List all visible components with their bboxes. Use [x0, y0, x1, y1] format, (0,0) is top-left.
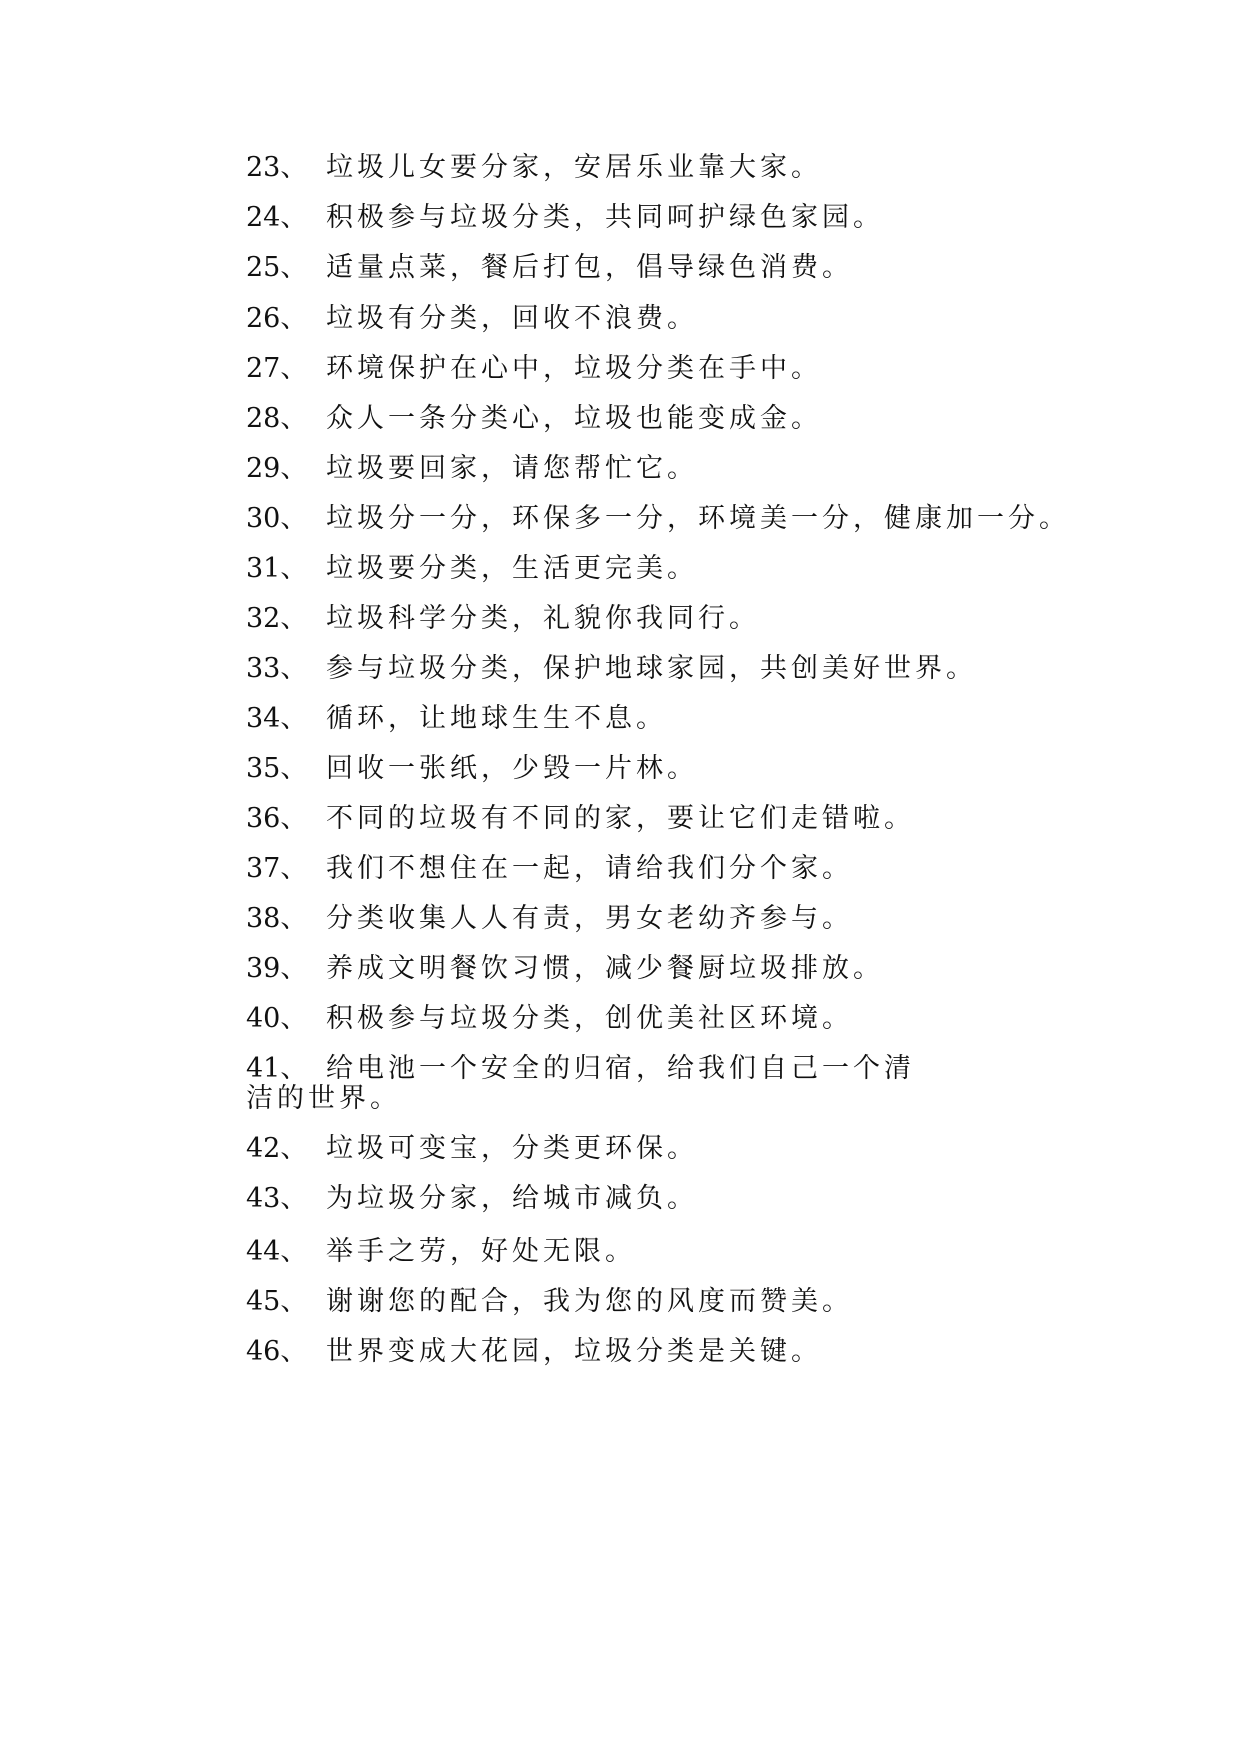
list-item [246, 504, 1086, 534]
item-text: 分类收集人人有责，男女老幼齐参与。 [326, 903, 853, 934]
item-number: 31、 [246, 553, 308, 584]
list-item [246, 203, 1086, 233]
list-item [246, 804, 1086, 834]
item-text: 世界变成大花园，垃圾分类是关键。 [326, 1336, 822, 1367]
item-number: 43、 [246, 1183, 308, 1214]
list-item [246, 754, 1086, 784]
item-number: 34、 [246, 703, 308, 734]
list-item [246, 304, 1086, 334]
item-text: 众人一条分类心，垃圾也能变成金。 [326, 403, 822, 434]
item-text: 循环，让地球生生不息。 [326, 703, 667, 734]
list-item [246, 1237, 1086, 1267]
item-text: 适量点菜，餐后打包，倡导绿色消费。 [326, 252, 853, 283]
list-item [246, 1287, 1086, 1317]
item-number: 35、 [246, 753, 308, 784]
list-item [246, 454, 1086, 484]
item-number: 26、 [246, 303, 308, 334]
list-item [246, 1004, 1086, 1034]
item-text: 垃圾可变宝，分类更环保。 [326, 1133, 698, 1164]
item-text: 谢谢您的配合，我为您的风度而赞美。 [326, 1286, 853, 1317]
item-number: 46、 [246, 1336, 308, 1367]
list-item [246, 654, 1086, 684]
item-number: 44、 [246, 1236, 308, 1267]
item-text: 为垃圾分家，给城市减负。 [326, 1183, 698, 1214]
list-item [246, 354, 1086, 384]
item-text: 不同的垃圾有不同的家，要让它们走错啦。 [326, 803, 915, 834]
item-number: 27、 [246, 353, 308, 384]
item-number: 25、 [246, 252, 308, 283]
item-number: 40、 [246, 1003, 308, 1034]
item-text: 养成文明餐饮习惯，减少餐厨垃圾排放。 [326, 953, 884, 984]
item-number: 30、 [246, 503, 308, 534]
item-number: 28、 [246, 403, 308, 434]
list-item [246, 1184, 1086, 1214]
item-number: 29、 [246, 453, 308, 484]
item-text: 举手之劳，好处无限。 [326, 1236, 636, 1267]
item-text: 垃圾分一分，环保多一分，环境美一分，健康加一分。 [326, 503, 1070, 534]
list-item [246, 854, 1086, 884]
item-number: 37、 [246, 853, 308, 884]
item-text: 垃圾要回家，请您帮忙它。 [326, 453, 698, 484]
item-number: 45、 [246, 1286, 308, 1317]
list-item [246, 1337, 1086, 1367]
item-number: 23、 [246, 152, 308, 183]
item-number: 41、 [246, 1053, 308, 1084]
item-text: 垃圾儿女要分家，安居乐业靠大家。 [326, 152, 822, 183]
list-item [246, 1054, 936, 1114]
item-text: 垃圾有分类，回收不浪费。 [326, 303, 698, 334]
item-number: 32、 [246, 603, 308, 634]
item-number: 38、 [246, 903, 308, 934]
item-number: 33、 [246, 653, 308, 684]
list-item [246, 404, 1086, 434]
item-text: 回收一张纸，少毁一片林。 [326, 753, 698, 784]
list-item [246, 604, 1086, 634]
list-item [246, 554, 1086, 584]
item-text: 给电池一个安全的归宿，给我们自己一个清洁的世界。 [246, 1053, 915, 1114]
item-number: 42、 [246, 1133, 308, 1164]
list-item [246, 954, 1086, 984]
item-text: 垃圾要分类，生活更完美。 [326, 553, 698, 584]
item-text: 参与垃圾分类，保护地球家园，共创美好世界。 [326, 653, 977, 684]
item-number: 36、 [246, 803, 308, 834]
item-text: 环境保护在心中，垃圾分类在手中。 [326, 353, 822, 384]
item-text: 积极参与垃圾分类，共同呵护绿色家园。 [326, 202, 884, 233]
item-number: 24、 [246, 202, 308, 233]
list-item [246, 1134, 1086, 1164]
list-item [246, 904, 1086, 934]
list-item [246, 704, 1086, 734]
item-text: 垃圾科学分类，礼貌你我同行。 [326, 603, 760, 634]
item-text: 我们不想住在一起，请给我们分个家。 [326, 853, 853, 884]
list-item [246, 153, 1086, 183]
list-item [246, 253, 1086, 283]
item-text: 积极参与垃圾分类，创优美社区环境。 [326, 1003, 853, 1034]
item-number: 39、 [246, 953, 308, 984]
